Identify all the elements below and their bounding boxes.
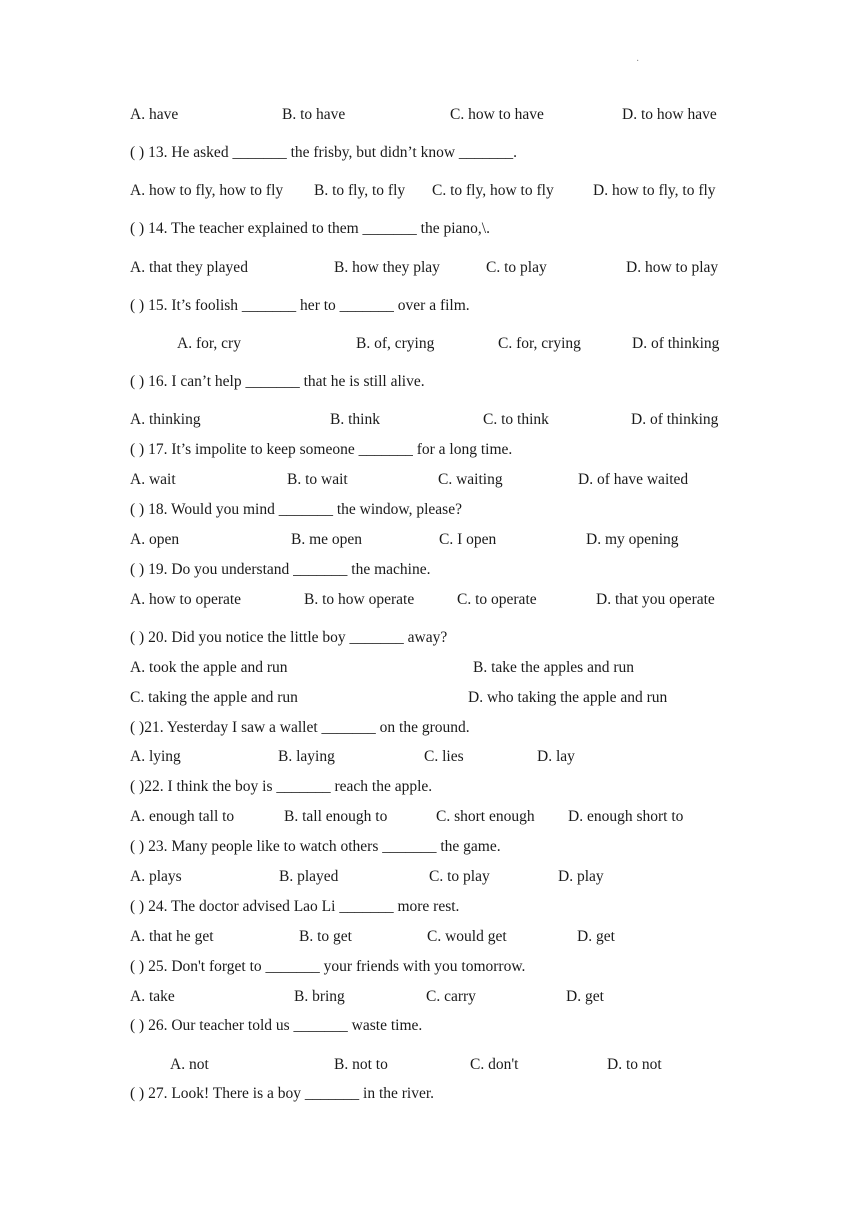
q12-option-a: A. have	[130, 106, 179, 123]
q14-option-c: C. to play	[486, 259, 547, 276]
q18-option-c: C. I open	[439, 531, 497, 548]
q23-option-d: D. play	[558, 868, 604, 885]
q25-option-b: B. bring	[294, 988, 345, 1005]
question-16: ( ) 16. I can’t help _______ that he is still alive.	[130, 373, 425, 390]
q12-option-d: D. to how have	[622, 106, 717, 123]
q22-option-c: C. short enough	[436, 808, 535, 825]
q15-option-c: C. for, crying	[498, 335, 581, 352]
q21-option-c: C. lies	[424, 748, 464, 765]
q13-option-a: A. how to fly, how to fly	[130, 182, 284, 199]
q18-option-a: A. open	[130, 531, 180, 548]
q22-option-b: B. tall enough to	[284, 808, 388, 825]
q26-option-b: B. not to	[334, 1056, 388, 1073]
q14-option-b: B. how they play	[334, 259, 440, 276]
q19-option-c: C. to operate	[457, 591, 537, 608]
q26-option-d: D. to not	[607, 1056, 662, 1073]
q22-option-d: D. enough short to	[568, 808, 684, 825]
q24-option-d: D. get	[577, 928, 615, 945]
q16-option-b: B. think	[330, 411, 380, 428]
q23-option-b: B. played	[279, 868, 339, 885]
q26-option-a: A. not	[170, 1056, 209, 1073]
q16-option-c: C. to think	[483, 411, 549, 428]
q19-option-a: A. how to operate	[130, 591, 242, 608]
q19-option-d: D. that you operate	[596, 591, 715, 608]
q25-option-d: D. get	[566, 988, 604, 1005]
q20-option-b: B. take the apples and run	[473, 659, 634, 676]
q23-option-a: A. plays	[130, 868, 182, 885]
question-21: ( )21. Yesterday I saw a wallet _______ on the ground.	[130, 719, 470, 736]
question-26: ( ) 26. Our teacher told us _______ waste time.	[130, 1017, 423, 1034]
question-22: ( )22. I think the boy is _______ reach the apple.	[130, 778, 433, 795]
question-24: ( ) 24. The doctor advised Lao Li _______ more rest.	[130, 898, 460, 915]
q13-option-c: C. to fly, how to fly	[432, 182, 554, 199]
q17-option-a: A. wait	[130, 471, 176, 488]
question-17: ( ) 17. It’s impolite to keep someone _______ for a long time.	[130, 441, 513, 458]
q25-option-c: C. carry	[426, 988, 476, 1005]
question-15: ( ) 15. It’s foolish _______ her to _______ over a film.	[130, 297, 470, 314]
q13-option-d: D. how to fly, to fly	[593, 182, 716, 199]
q20-option-d: D. who taking the apple and run	[468, 689, 668, 706]
q17-option-d: D. of have waited	[578, 471, 689, 488]
question-14: ( ) 14. The teacher explained to them _______ the piano,\.	[130, 220, 490, 237]
question-25: ( ) 25. Don't forget to _______ your friends with you tomorrow.	[130, 958, 526, 975]
q17-option-b: B. to wait	[287, 471, 348, 488]
header-mark: ·	[636, 56, 640, 67]
question-19: ( ) 19. Do you understand _______ the machine.	[130, 561, 431, 578]
q20-option-a: A. took the apple and run	[130, 659, 288, 676]
question-18: ( ) 18. Would you mind _______ the window, please?	[130, 501, 462, 518]
q20-option-c: C. taking the apple and run	[130, 689, 298, 706]
question-27: ( ) 27. Look! There is a boy _______ in the river.	[130, 1085, 435, 1102]
q16-option-d: D. of thinking	[631, 411, 719, 428]
q21-option-b: B. laying	[278, 748, 335, 765]
q14-option-d: D. how to play	[626, 259, 719, 276]
q18-option-d: D. my opening	[586, 531, 679, 548]
q12-option-c: C. how to have	[450, 106, 544, 123]
q19-option-b: B. to how operate	[304, 591, 415, 608]
q21-option-d: D. lay	[537, 748, 575, 765]
question-20: ( ) 20. Did you notice the little boy _______ away?	[130, 629, 448, 646]
q14-option-a: A. that they played	[130, 259, 248, 276]
q16-option-a: A. thinking	[130, 411, 201, 428]
q24-option-c: C. would get	[427, 928, 507, 945]
q18-option-b: B. me open	[291, 531, 363, 548]
q22-option-a: A. enough tall to	[130, 808, 235, 825]
q15-option-d: D. of thinking	[632, 335, 720, 352]
question-23: ( ) 23. Many people like to watch others _______ the game.	[130, 838, 501, 855]
q25-option-a: A. take	[130, 988, 175, 1005]
q13-option-b: B. to fly, to fly	[314, 182, 406, 199]
question-13: ( ) 13. He asked _______ the frisby, but didn’t know _______.	[130, 144, 518, 161]
q24-option-b: B. to get	[299, 928, 352, 945]
q15-option-b: B. of, crying	[356, 335, 435, 352]
q24-option-a: A. that he get	[130, 928, 214, 945]
q17-option-c: C. waiting	[438, 471, 503, 488]
q23-option-c: C. to play	[429, 868, 490, 885]
q12-option-b: B. to have	[282, 106, 346, 123]
q26-option-c: C. don't	[470, 1056, 519, 1073]
q15-option-a: A. for, cry	[177, 335, 241, 352]
q21-option-a: A. lying	[130, 748, 181, 765]
